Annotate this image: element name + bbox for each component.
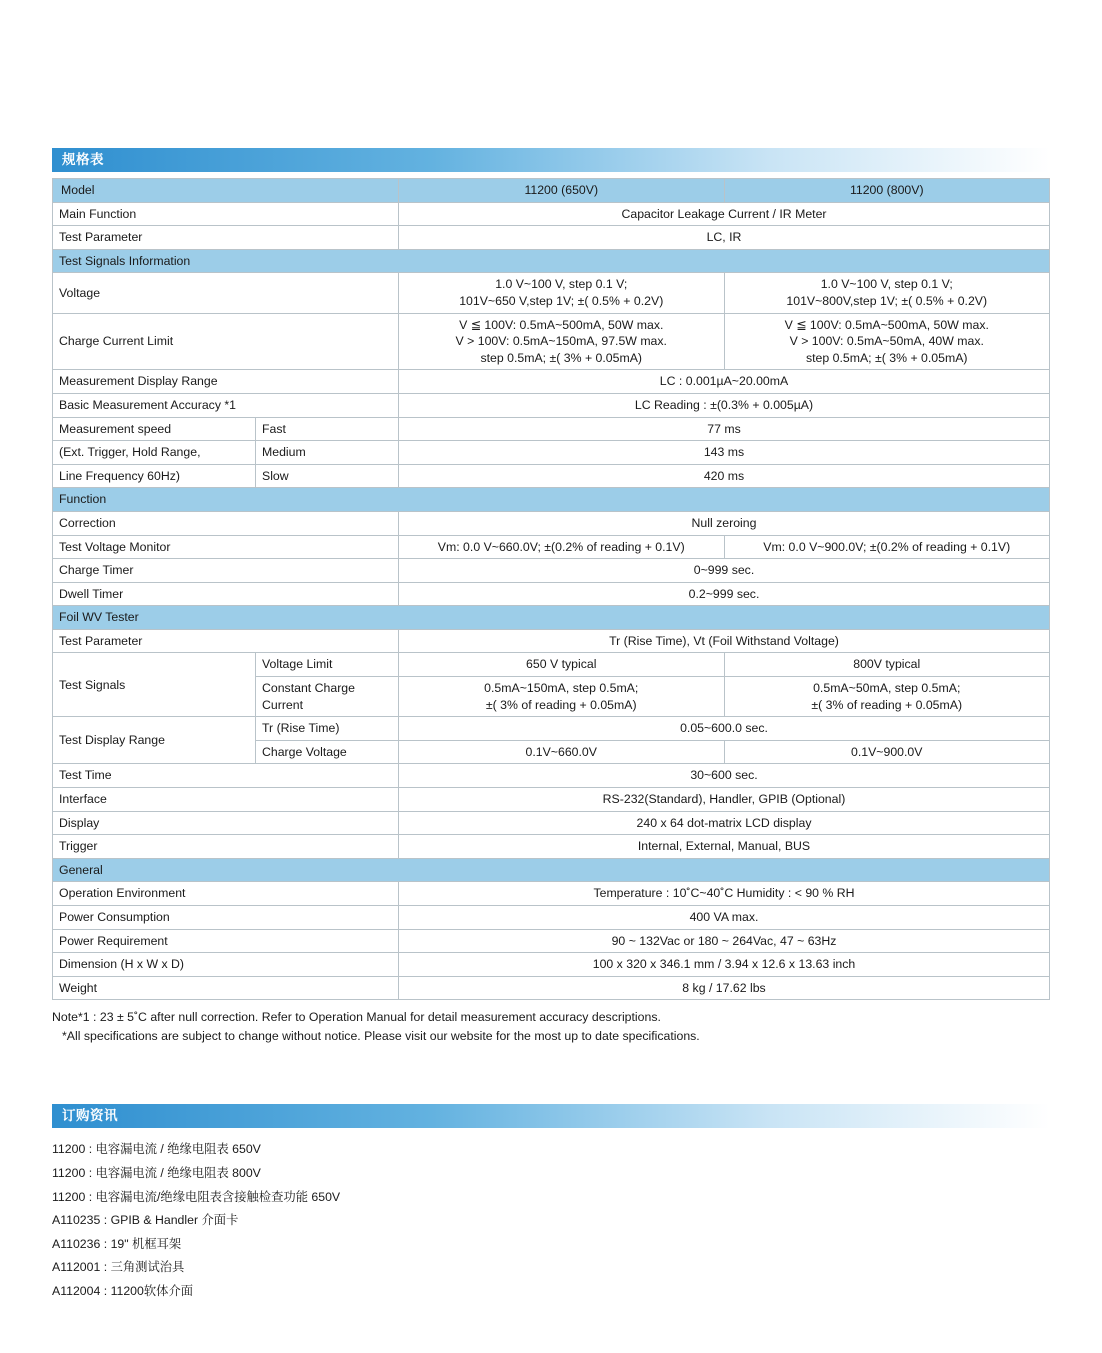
cell-value: Temperature : 10˚C~40˚C Humidity : < 90 % RH bbox=[399, 882, 1050, 906]
row-label: Trigger bbox=[53, 835, 399, 859]
table-row bbox=[53, 511, 1050, 535]
cell-value: 0~999 sec. bbox=[399, 559, 1050, 583]
row-label: Measurement speed bbox=[53, 417, 256, 441]
row-label: Basic Measurement Accuracy *1 bbox=[53, 393, 399, 417]
row-label: Operation Environment bbox=[53, 882, 399, 906]
cell-line: step 0.5mA; ±( 3% + 0.05mA) bbox=[805, 350, 968, 365]
row-label: Measurement Display Range bbox=[53, 370, 399, 394]
cell-value: 30~600 sec. bbox=[399, 764, 1050, 788]
cell-value: Vm: 0.0 V~900.0V; ±(0.2% of reading + 0.1V) bbox=[724, 535, 1050, 559]
table-row bbox=[53, 535, 1050, 559]
section-label: Test Signals Information bbox=[53, 249, 1050, 273]
ordering-list bbox=[52, 1138, 1050, 1303]
cell-value: Tr (Rise Time), Vt (Foil Withstand Voltage) bbox=[399, 629, 1050, 653]
section-label: General bbox=[53, 858, 1050, 882]
cell-value: Null zeroing bbox=[399, 511, 1050, 535]
cell-line: V > 100V: 0.5mA~50mA, 40W max. bbox=[789, 334, 984, 349]
table-row bbox=[53, 788, 1050, 812]
table-row bbox=[53, 582, 1050, 606]
sub-row-label: Slow bbox=[256, 464, 399, 488]
cell-value: RS-232(Standard), Handler, GPIB (Optional) bbox=[399, 788, 1050, 812]
ordering-section-header: 订购资讯 bbox=[52, 1104, 1050, 1128]
cell-value: 240 x 64 dot-matrix LCD display bbox=[399, 811, 1050, 835]
row-label: Display bbox=[53, 811, 399, 835]
row-label: Test Display Range bbox=[53, 717, 256, 764]
list-item: A110235 : GPIB & Handler 介面卡 bbox=[52, 1213, 239, 1228]
list-item: A110236 : 19" 机框耳架 bbox=[52, 1236, 182, 1251]
cell-value: Internal, External, Manual, BUS bbox=[399, 835, 1050, 859]
cell-value: 11200 (650V) bbox=[399, 179, 725, 203]
table-row bbox=[53, 811, 1050, 835]
table-row bbox=[53, 976, 1050, 1000]
sub-row-label: Tr (Rise Time) bbox=[256, 717, 399, 741]
cell-value: 800V typical bbox=[724, 653, 1050, 677]
cell-line: V > 100V: 0.5mA~150mA, 97.5W max. bbox=[455, 334, 667, 349]
table-section-header bbox=[53, 858, 1050, 882]
footnotes bbox=[52, 1008, 1050, 1046]
section-label: Function bbox=[53, 488, 1050, 512]
table-row bbox=[53, 417, 1050, 441]
cell-value: 100 x 320 x 346.1 mm / 3.94 x 12.6 x 13.63 inch bbox=[399, 953, 1050, 977]
specifications-table bbox=[52, 178, 1050, 1000]
table-row bbox=[53, 273, 1050, 313]
row-label: Model bbox=[53, 179, 399, 203]
row-label: Power Consumption bbox=[53, 906, 399, 930]
table-row bbox=[53, 717, 1050, 741]
table-row bbox=[53, 559, 1050, 583]
row-label: Power Requirement bbox=[53, 929, 399, 953]
cell-value: 143 ms bbox=[399, 441, 1050, 465]
cell-value bbox=[399, 313, 725, 370]
cell-value bbox=[724, 313, 1050, 370]
cell-line: ±( 3% of reading + 0.05mA) bbox=[811, 697, 963, 712]
row-label: Interface bbox=[53, 788, 399, 812]
cell-value: 77 ms bbox=[399, 417, 1050, 441]
cell-value bbox=[399, 677, 725, 717]
row-label: Test Voltage Monitor bbox=[53, 535, 399, 559]
section-label: Foil WV Tester bbox=[53, 606, 1050, 630]
cell-value: LC, IR bbox=[399, 226, 1050, 250]
table-section-header bbox=[53, 488, 1050, 512]
cell-value bbox=[399, 273, 725, 313]
table-row bbox=[53, 441, 1050, 465]
table-row bbox=[53, 906, 1050, 930]
cell-line: 0.5mA~50mA, step 0.5mA; bbox=[813, 681, 961, 696]
list-item: 11200 : 电容漏电流/绝缘电阻表含接触检查功能 650V bbox=[52, 1189, 341, 1204]
table-row bbox=[53, 202, 1050, 226]
cell-value: 420 ms bbox=[399, 464, 1050, 488]
page-bottom-spacer bbox=[52, 1303, 1050, 1333]
row-label: (Ext. Trigger, Hold Range, bbox=[53, 441, 256, 465]
cell-value: 0.2~999 sec. bbox=[399, 582, 1050, 606]
table-row bbox=[53, 226, 1050, 250]
cell-value: 0.05~600.0 sec. bbox=[399, 717, 1050, 741]
cell-value bbox=[724, 677, 1050, 717]
list-item: 11200 : 电容漏电流 / 绝缘电阻表 800V bbox=[52, 1165, 261, 1180]
row-label: Test Time bbox=[53, 764, 399, 788]
sub-row-label: Fast bbox=[256, 417, 399, 441]
table-row bbox=[53, 393, 1050, 417]
table-row bbox=[53, 629, 1050, 653]
table-row bbox=[53, 882, 1050, 906]
row-label: Test Signals bbox=[53, 653, 256, 717]
table-row bbox=[53, 953, 1050, 977]
sub-row-label: Voltage Limit bbox=[256, 653, 399, 677]
row-label: Test Parameter bbox=[53, 226, 399, 250]
cell-value: LC Reading : ±(0.3% + 0.005µA) bbox=[399, 393, 1050, 417]
cell-line: ±( 3% of reading + 0.05mA) bbox=[485, 697, 637, 712]
row-label: Correction bbox=[53, 511, 399, 535]
table-row bbox=[53, 179, 1050, 203]
cell-value: 400 VA max. bbox=[399, 906, 1050, 930]
cell-value: 90 ~ 132Vac or 180 ~ 264Vac, 47 ~ 63Hz bbox=[399, 929, 1050, 953]
sub-row-label: Medium bbox=[256, 441, 399, 465]
cell-line: 101V~800V,step 1V; ±( 0.5% + 0.2V) bbox=[786, 293, 988, 308]
row-label: Dimension (H x W x D) bbox=[53, 953, 399, 977]
table-row bbox=[53, 464, 1050, 488]
row-label: Dwell Timer bbox=[53, 582, 399, 606]
table-section-header bbox=[53, 606, 1050, 630]
cell-line: 101V~650 V,step 1V; ±( 0.5% + 0.2V) bbox=[459, 293, 664, 308]
row-label: Voltage bbox=[53, 273, 399, 313]
ordering-section bbox=[52, 1104, 1050, 1303]
spec-section-header: 规格表 bbox=[52, 148, 1050, 172]
cell-line: V ≦ 100V: 0.5mA~500mA, 50W max. bbox=[784, 317, 989, 332]
list-item: 11200 : 电容漏电流 / 绝缘电阻表 650V bbox=[52, 1142, 261, 1157]
table-row bbox=[53, 370, 1050, 394]
cell-line: 0.5mA~150mA, step 0.5mA; bbox=[484, 681, 639, 696]
row-label: Weight bbox=[53, 976, 399, 1000]
cell-value: 0.1V~900.0V bbox=[724, 740, 1050, 764]
list-item: A112004 : 11200软体介面 bbox=[52, 1283, 194, 1298]
cell-line: 1.0 V~100 V, step 0.1 V; bbox=[495, 277, 628, 292]
table-row bbox=[53, 764, 1050, 788]
cell-line: step 0.5mA; ±( 3% + 0.05mA) bbox=[480, 350, 643, 365]
row-label: Test Parameter bbox=[53, 629, 399, 653]
cell-value: 650 V typical bbox=[399, 653, 725, 677]
footnote-2: *All specifications are subject to change without notice. Please visit our website for the most up to date specifications. bbox=[62, 1029, 700, 1044]
row-label: Main Function bbox=[53, 202, 399, 226]
list-item: A112001 : 三角测试治具 bbox=[52, 1260, 185, 1275]
table-row bbox=[53, 313, 1050, 370]
cell-line: 1.0 V~100 V, step 0.1 V; bbox=[820, 277, 953, 292]
cell-value: 0.1V~660.0V bbox=[399, 740, 725, 764]
sub-row-label: Constant Charge Current bbox=[256, 677, 399, 717]
cell-value: 11200 (800V) bbox=[724, 179, 1050, 203]
cell-value: Capacitor Leakage Current / IR Meter bbox=[399, 202, 1050, 226]
row-label: Charge Timer bbox=[53, 559, 399, 583]
table-row bbox=[53, 835, 1050, 859]
table-row bbox=[53, 653, 1050, 677]
cell-line: V ≦ 100V: 0.5mA~500mA, 50W max. bbox=[459, 317, 664, 332]
cell-value bbox=[724, 273, 1050, 313]
cell-value: LC : 0.001µA~20.00mA bbox=[399, 370, 1050, 394]
footnote-1: Note*1 : 23 ± 5˚C after null correction. Refer to Operation Manual for detail measurement accuracy descriptions. bbox=[52, 1010, 661, 1025]
row-label: Line Frequency 60Hz) bbox=[53, 464, 256, 488]
row-label: Charge Current Limit bbox=[53, 313, 399, 370]
sub-row-label: Charge Voltage bbox=[256, 740, 399, 764]
cell-value: 8 kg / 17.62 lbs bbox=[399, 976, 1050, 1000]
table-row bbox=[53, 929, 1050, 953]
cell-value: Vm: 0.0 V~660.0V; ±(0.2% of reading + 0.1V) bbox=[399, 535, 725, 559]
table-section-header bbox=[53, 249, 1050, 273]
